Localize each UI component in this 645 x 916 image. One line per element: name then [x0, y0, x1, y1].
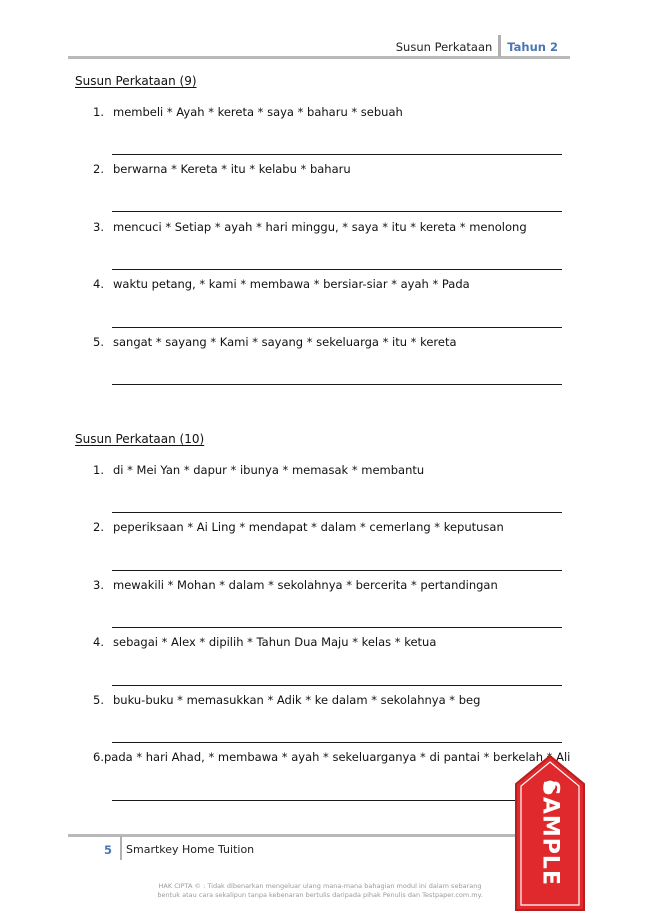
exercise-item: [93, 693, 563, 707]
page-footer: [68, 834, 570, 861]
exercise-item: [93, 463, 563, 477]
copyright-line: bentuk atau cara sekalipun tanpa kebenaran bertulis daripada pihak Penulis dan Testpaper.com.my.: [157, 891, 483, 899]
page-header: [68, 30, 570, 59]
item-number: 1.: [93, 105, 104, 119]
header-right: [396, 37, 558, 57]
exercise-item: [93, 520, 563, 534]
answer-line[interactable]: [112, 154, 562, 155]
answer-line[interactable]: [112, 384, 562, 385]
item-number: 5.: [93, 693, 104, 707]
exercise-item: [93, 162, 563, 176]
answer-line[interactable]: [112, 685, 562, 686]
item-text: sebagai * Alex * dipilih * Tahun Dua Maju * kelas * ketua: [113, 635, 437, 649]
item-text: mencuci * Setiap * ayah * hari minggu, * saya * itu * kereta * menolong: [113, 220, 527, 234]
item-text: sangat * sayang * Kami * sayang * sekeluarga * itu * kereta: [113, 335, 457, 349]
item-number: 2.: [93, 520, 104, 534]
exercise-item: [93, 277, 563, 291]
answer-line[interactable]: [112, 327, 562, 328]
item-text: berwarna * Kereta * itu * kelabu * baharu: [113, 162, 351, 176]
header-year: Tahun 2: [507, 40, 558, 54]
answer-line[interactable]: [112, 211, 562, 212]
footer-divider: [120, 836, 122, 860]
item-number: 4.: [93, 635, 104, 649]
exercise-item: [93, 578, 563, 592]
item-number: 1.: [93, 463, 104, 477]
copyright-line: HAK CIPTA © : Tidak dibenarkan mengeluar ulang mana-mana bahagian modul ini dalam sebarang: [158, 882, 482, 890]
item-text: mewakili * Mohan * dalam * sekolahnya * bercerita * pertandingan: [113, 578, 498, 592]
exercise-item: [93, 220, 563, 234]
copyright-notice: [130, 882, 510, 900]
item-text: peperiksaan * Ai Ling * mendapat * dalam * cemerlang * keputusan: [113, 520, 504, 534]
item-number: 3.: [93, 578, 104, 592]
exercise-item: [93, 335, 563, 349]
item-number: 5.: [93, 335, 104, 349]
answer-line[interactable]: [112, 800, 562, 801]
item-text: di * Mei Yan * dapur * ibunya * memasak * membantu: [113, 463, 425, 477]
answer-line[interactable]: [112, 512, 562, 513]
item-text: buku-buku * memasukkan * Adik * ke dalam * sekolahnya * beg: [113, 693, 481, 707]
item-number: 4.: [93, 277, 104, 291]
item-text: membeli * Ayah * kereta * saya * baharu * sebuah: [113, 105, 403, 119]
section-title-9: Susun Perkataan (9): [75, 74, 197, 88]
sample-tag-stamp: [514, 754, 586, 912]
footer-text: Smartkey Home Tuition: [126, 843, 255, 856]
answer-line[interactable]: [112, 269, 562, 270]
answer-line[interactable]: [112, 570, 562, 571]
item-text: waktu petang, * kami * membawa * bersiar-siar * ayah * Pada: [113, 277, 470, 291]
item-number: 2.: [93, 162, 104, 176]
exercise-item: [93, 105, 563, 119]
header-title: Susun Perkataan: [395, 40, 493, 54]
answer-line[interactable]: [112, 742, 562, 743]
item-text: pada * hari Ahad, * membawa * ayah * sekeluarganya * di pantai * berkelah * Ali: [103, 750, 571, 764]
section-title-10: Susun Perkataan (10): [75, 432, 205, 446]
answer-line[interactable]: [112, 627, 562, 628]
sample-label: SAMPLE: [537, 780, 563, 886]
item-number: 3.: [93, 220, 104, 234]
item-number: 6.: [93, 750, 104, 764]
page-number: 5: [104, 843, 113, 857]
exercise-item: [93, 750, 571, 764]
exercise-item: [93, 635, 563, 649]
